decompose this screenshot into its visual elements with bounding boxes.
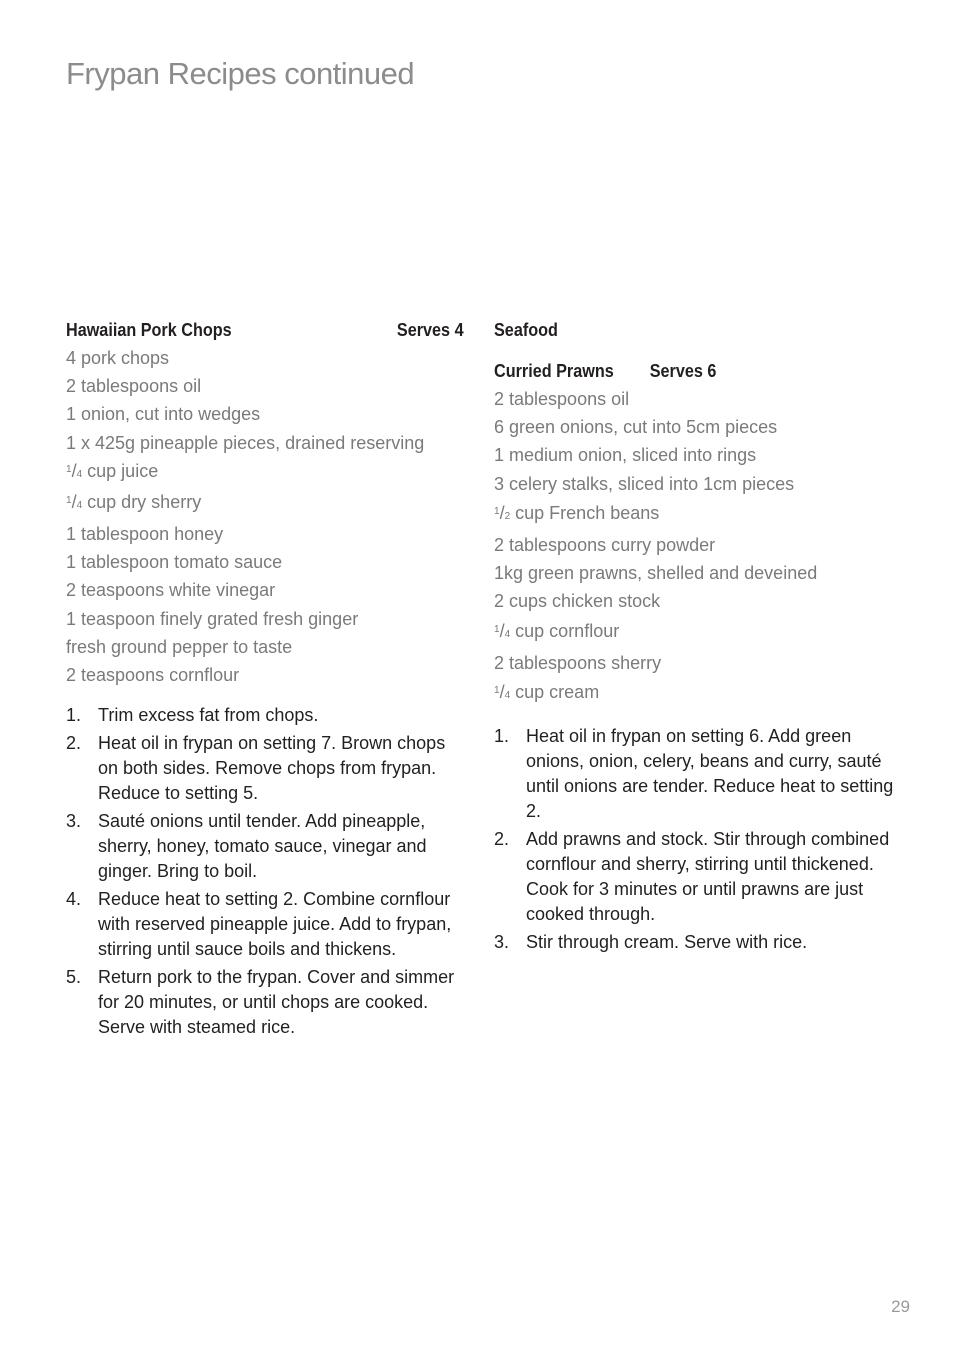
ingredient-text: cup dry sherry	[87, 491, 202, 512]
fraction-numerator: 1	[494, 505, 500, 517]
ingredient-text: cup French beans	[515, 502, 660, 523]
method-step	[66, 809, 464, 884]
fraction-numerator: 1	[66, 463, 72, 475]
ingredient-item: 1kg green prawns, shelled and deveined	[494, 563, 818, 584]
method-step	[66, 731, 464, 806]
method-step	[494, 930, 894, 955]
ingredient-item: 2 cups chicken stock	[494, 591, 661, 612]
section-label: Seafood	[494, 320, 558, 340]
ingredient-item: 3 celery stalks, sliced into 1cm pieces	[494, 473, 795, 494]
fraction-numerator: 1	[494, 685, 500, 697]
ingredient-item: $^1$/4 cup juice	[66, 460, 159, 481]
fraction-denominator: 4	[504, 628, 511, 640]
step-text: Heat oil in frypan on setting 7. Brown chops on both sides. Remove chops from frypan. Reduce to setting 5.	[98, 733, 446, 804]
fraction-denominator: 4	[504, 690, 511, 702]
recipe-column-hawaiian-pork-chops	[66, 316, 464, 1043]
page-title: Frypan Recipes continued	[66, 56, 415, 91]
ingredient-item: $^1$/4 cup cornflour	[494, 620, 620, 641]
ingredient-text: cup cream	[515, 682, 600, 703]
ingredient-item: 4 pork chops	[66, 348, 170, 368]
ingredient-item: $^1$/4 cup cream	[494, 682, 600, 703]
ingredient-item: 1 medium onion, sliced into rings	[494, 445, 757, 466]
step-number: 1.	[66, 705, 82, 726]
ingredient-list	[494, 385, 894, 710]
method-step	[494, 827, 894, 927]
method-step	[494, 724, 894, 824]
step-text: Sauté onions until tender. Add pineapple, sherry, honey, tomato sauce, vinegar and ginger. Bring to boil.	[98, 811, 427, 882]
ingredient-item: 1 x 425g pineapple pieces, drained reserving	[66, 432, 425, 453]
step-text: Add prawns and stock. Stir through combined cornflour and sherry, stirring until thickened. Cook for 3 minutes or until prawns are just cooked through.	[526, 829, 890, 925]
step-number: 1.	[494, 726, 510, 747]
recipe-header	[494, 357, 894, 385]
method-step	[66, 703, 464, 728]
ingredient-item: $^1$/4 cup dry sherry	[66, 491, 202, 512]
fraction-denominator: 4	[76, 499, 83, 511]
step-number: 5.	[66, 967, 82, 988]
step-text: Reduce heat to setting 2. Combine cornflour with reserved pineapple juice. Add to frypan, stirring until sauce boils and thickens.	[98, 889, 452, 960]
step-text: Trim excess fat from chops.	[98, 705, 319, 726]
ingredient-item: 2 tablespoons oil	[66, 376, 202, 397]
ingredient-item: 1 tablespoon tomato sauce	[66, 552, 283, 573]
page-number: 29	[891, 1297, 910, 1316]
step-number: 3.	[66, 811, 82, 832]
ingredient-item: 2 tablespoons oil	[494, 389, 630, 409]
step-number: 2.	[66, 733, 82, 754]
method-steps	[494, 724, 894, 955]
recipe-title: Hawaiian Pork Chops	[66, 320, 232, 340]
recipe-column-curried-prawns	[494, 316, 894, 958]
serves-label: Serves 6	[649, 361, 717, 381]
ingredient-text: cup cornflour	[515, 620, 620, 641]
ingredient-item: 2 teaspoons cornflour	[66, 665, 240, 686]
serves-label: Serves 4	[396, 320, 464, 340]
ingredient-text: cup juice	[87, 460, 159, 481]
ingredient-item: $^1$/2 cup French beans	[494, 502, 660, 523]
ingredient-list	[66, 344, 464, 689]
step-text: Return pork to the frypan. Cover and simmer for 20 minutes, or until chops are cooked. Serve with steamed rice.	[98, 967, 455, 1038]
step-text: Heat oil in frypan on setting 6. Add green onions, onion, celery, beans and curry, sauté until onions are tender. Reduce heat to setting 2.	[526, 726, 894, 822]
ingredient-item: 2 tablespoons curry powder	[494, 535, 716, 556]
fraction-numerator: 1	[494, 623, 500, 635]
fraction-numerator: 1	[66, 494, 72, 506]
step-number: 4.	[66, 889, 82, 910]
ingredient-item: 1 teaspoon finely grated fresh ginger	[66, 608, 359, 629]
step-text: Stir through cream. Serve with rice.	[526, 932, 808, 953]
ingredient-item: 2 tablespoons sherry	[494, 652, 662, 673]
fraction-denominator: 4	[76, 468, 83, 480]
method-step	[66, 887, 464, 962]
ingredient-item: 1 onion, cut into wedges	[66, 404, 261, 425]
method-step	[66, 965, 464, 1040]
step-number: 2.	[494, 829, 510, 850]
ingredient-item: 1 tablespoon honey	[66, 524, 224, 545]
fraction-denominator: 2	[504, 510, 511, 522]
step-number: 3.	[494, 932, 510, 953]
recipe-header	[66, 316, 464, 344]
ingredient-item: 2 teaspoons white vinegar	[66, 580, 276, 601]
method-steps	[66, 703, 464, 1040]
ingredient-item: fresh ground pepper to taste	[66, 636, 293, 657]
recipe-title: Curried Prawns	[494, 361, 614, 381]
ingredient-item: 6 green onions, cut into 5cm pieces	[494, 417, 778, 438]
